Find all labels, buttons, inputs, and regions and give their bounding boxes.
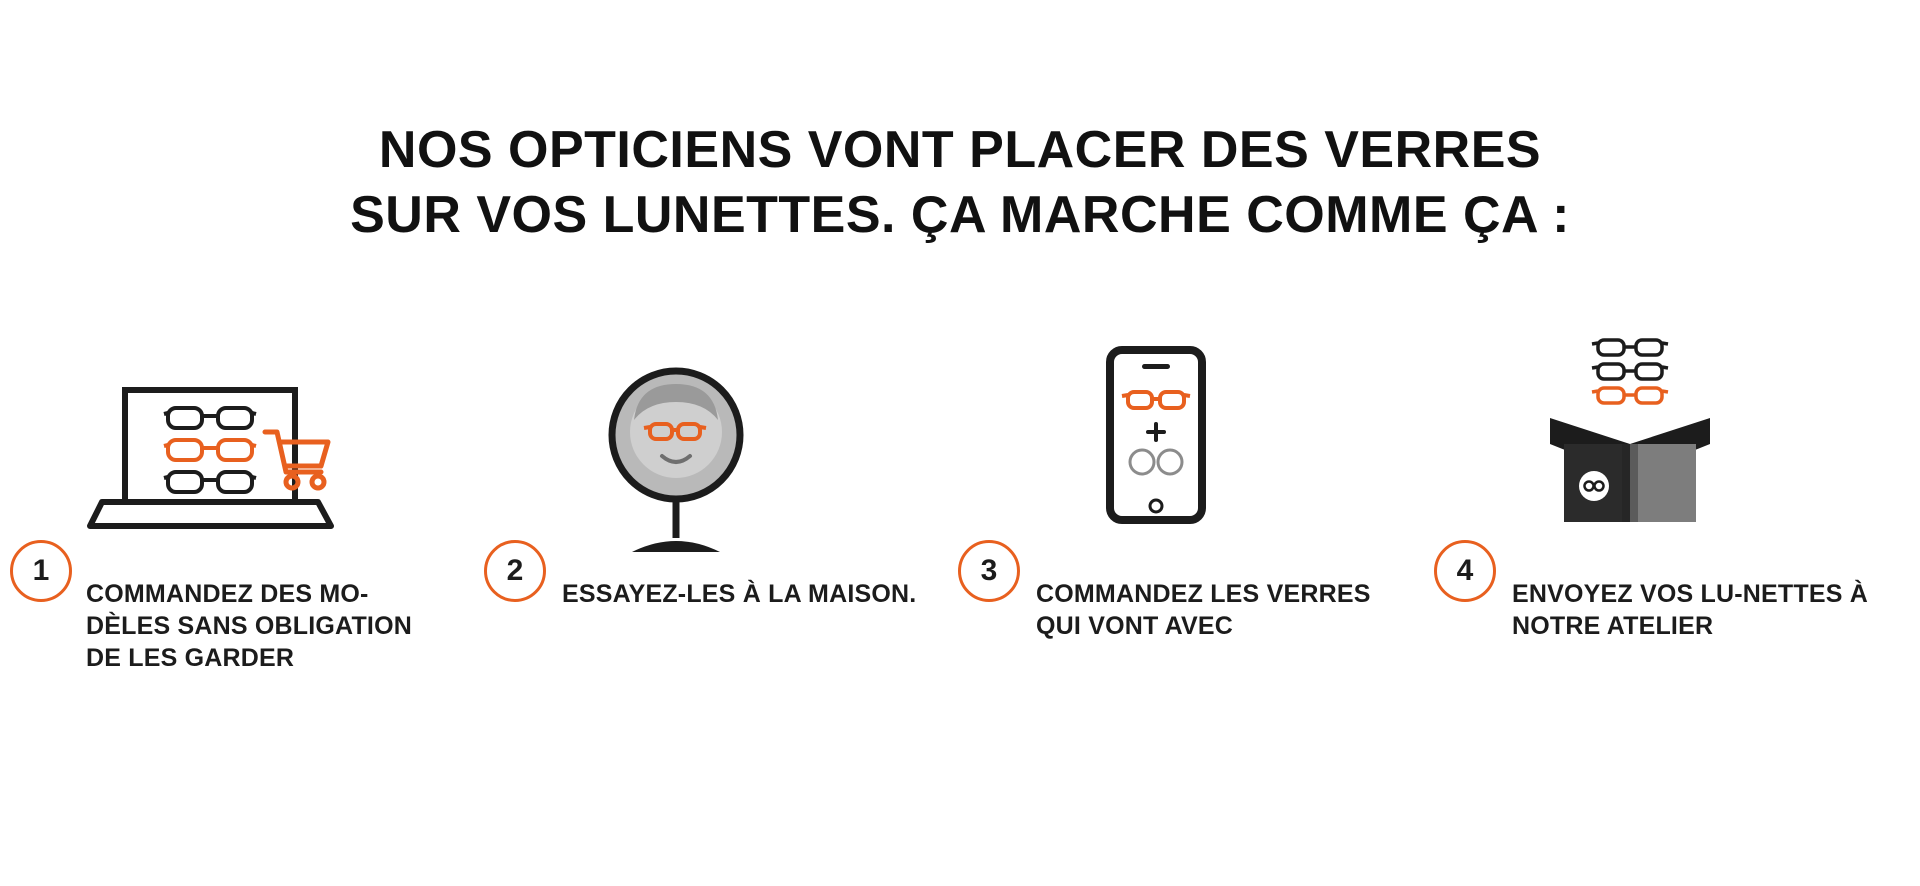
page-title	[0, 118, 1920, 248]
step-badge: 2	[484, 540, 546, 602]
laptop-with-glasses-and-cart-icon	[90, 370, 390, 590]
step-item	[940, 350, 1410, 710]
mirror-with-face-wearing-glasses-icon	[554, 340, 854, 560]
step-badge: 1	[10, 540, 72, 602]
smartphone-glasses-plus-lenses-icon	[1032, 336, 1332, 556]
step-item	[470, 350, 940, 710]
step-item	[0, 350, 470, 710]
step-item	[1410, 350, 1880, 710]
step-label: COMMANDEZ LES VERRES QUI VONT AVEC	[1036, 580, 1371, 640]
step-badge: 4	[1434, 540, 1496, 602]
page-title-line-2: SUR VOS LUNETTES. ÇA MARCHE COMME ÇA :	[350, 186, 1570, 244]
steps-row	[0, 350, 1920, 730]
step-label: ESSAYEZ-LES À LA MAISON.	[562, 580, 917, 608]
page-title-line-1: NOS OPTICIENS VONT PLACER DES VERRES	[378, 121, 1542, 179]
step-badge: 3	[958, 540, 1020, 602]
glasses-in-shipping-box-icon	[1506, 326, 1806, 546]
step-label: COMMANDEZ DES MO-DÈLES SANS OBLIGATION DE LES GARDER	[86, 580, 412, 672]
step-label: ENVOYEZ VOS LU-NETTES À NOTRE ATELIER	[1512, 580, 1869, 640]
